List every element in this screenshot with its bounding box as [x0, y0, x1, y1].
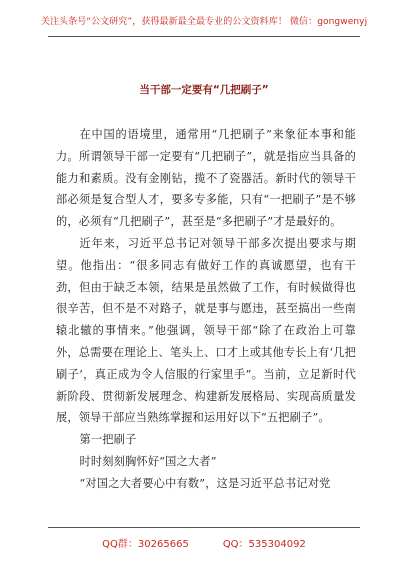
document-body: [56, 124, 356, 495]
document-title: 当干部一定要有“几把刷子”: [139, 84, 269, 96]
footer-contact: [0, 535, 408, 550]
section-subheading: 时时刻刻胸怀好“国之大者”: [79, 454, 217, 468]
paragraph-quote: 近年来，习近平总书记对领导干部多次提出要求与期望。他指出：“很多同志有做好工作的真诚愿望，也有干劲，但由于缺乏本领，结果是虽然做了工作，有时候做得也很辛苦，但不是不对路子，就是事与愿违，甚至搞出一些南辕北辙的事情来。”他强调，领导干部“除了在政治上可靠外，总需要在理论上、笔头上、口才上或其他专长上有‘几把刷子’，真正成为令人信服的行家里手”。当前，立足新时代新阶段、贯彻新发展理念、构建新发展格局、实现高质量发展，领导干部应当熟练掌握和运用好以下“五把刷子”。: [56, 236, 356, 425]
footer-qq: QQ：535304092: [222, 539, 306, 550]
header-banner: 关注头条号“公文研究”，获得最新最全最专业的公文资料库！ 微信：gongwenyj: [40, 17, 368, 27]
footer-qq-group: QQ群：30265665: [102, 539, 189, 550]
footer-divider: [48, 527, 360, 528]
paragraph-intro: 在中国的语境里，通常用“几把刷子”来象征本事和能力。所谓领导干部一定要有“几把刷子”，就是指应当具备的能力和素质。没有金刚钻，揽不了瓷器活。新时代的领导干部必须是复合型人才，要多专多能，只有“一把刷子”是不够的，必须有“几把刷子”，甚至是“多把刷子”才是最好的。: [56, 128, 356, 229]
paragraph-continued: “对国之大者要心中有数”，这是习近平总书记对党: [79, 476, 331, 490]
section-heading: 第一把刷子: [79, 433, 137, 447]
header-divider: [48, 36, 360, 37]
